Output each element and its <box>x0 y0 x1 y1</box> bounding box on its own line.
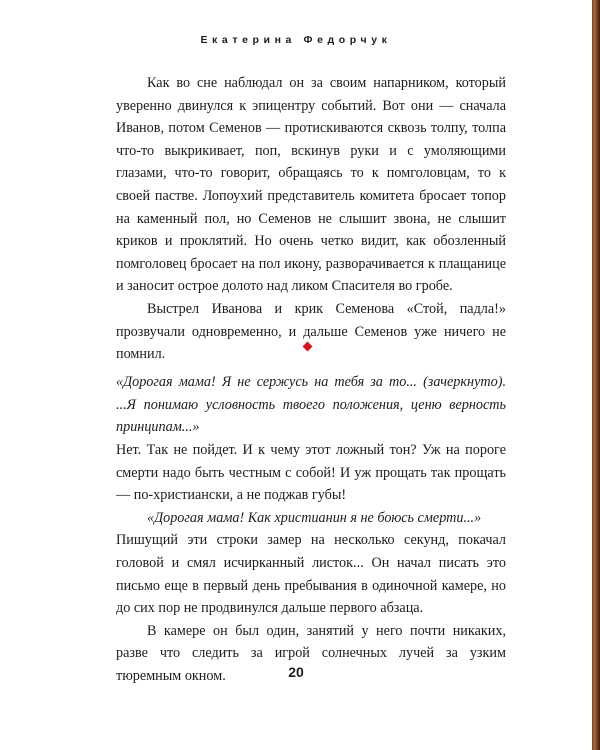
letter-excerpt <box>116 371 506 439</box>
paragraph: Как во сне наблюдал он за своим напарником, который уверенно двинулся к эпицентру событий. Вот они — сначала Иванов, потом Семенов — протискиваются сквозь толпу, толпа что-то выкрикивает, поп, вскинув руки и с умоляющими глазами, что-то говорит, обращаясь то к помголовцам, то к своей пастве. Лопоухий представитель комитета бросает топор на каменный пол, но Семенов не слышит звона, не слышит криков и проклятий. Но очень четко видит, как обозленный помголовец бросает на пол икону, разворачивается к плащанице и заносит острое долото над ликом Спасителя во гробе. <box>116 75 506 295</box>
paragraph: В камере он был один, занятий у него почти никаких, разве что следить за игрой солнечных лучей за узким тюремным окном. <box>116 622 506 684</box>
paragraph: Нет. Так не пойдет. И к чему этот ложный тон? Уж на пороге смерти надо быть честным с собой! И уж прощать так прощать — по-христиански, а не поджав губы! <box>116 442 506 504</box>
body-text-bottom <box>116 439 506 688</box>
page-number: 20 <box>288 664 304 680</box>
letter-text: «Дорогая мама! Я не сержусь на тебя за то... (зачеркнуто). ...Я понимаю условность твоего положения, ценю верность принципам...» <box>116 374 506 436</box>
body-text-top <box>116 72 506 366</box>
running-head: Екатерина Федорчук <box>200 34 392 46</box>
book-edge <box>592 0 600 750</box>
paragraph-letter-quote: «Дорогая мама! Как христианин я не боюсь смерти...» <box>147 509 482 526</box>
paragraph: Выстрел Иванова и крик Семенова «Стой, падла!» прозвучали одновременно, и дальше Семенов уже ничего не помнил. <box>116 300 506 363</box>
paragraph: Пишущий эти строки замер на несколько секунд, покачал головой и смял исчирканный листок... Он начал писать это письмо еще в первый день пребывания в одиночной камере, но до сих пор не продвинулся дальше первого абзаца. <box>116 532 506 617</box>
